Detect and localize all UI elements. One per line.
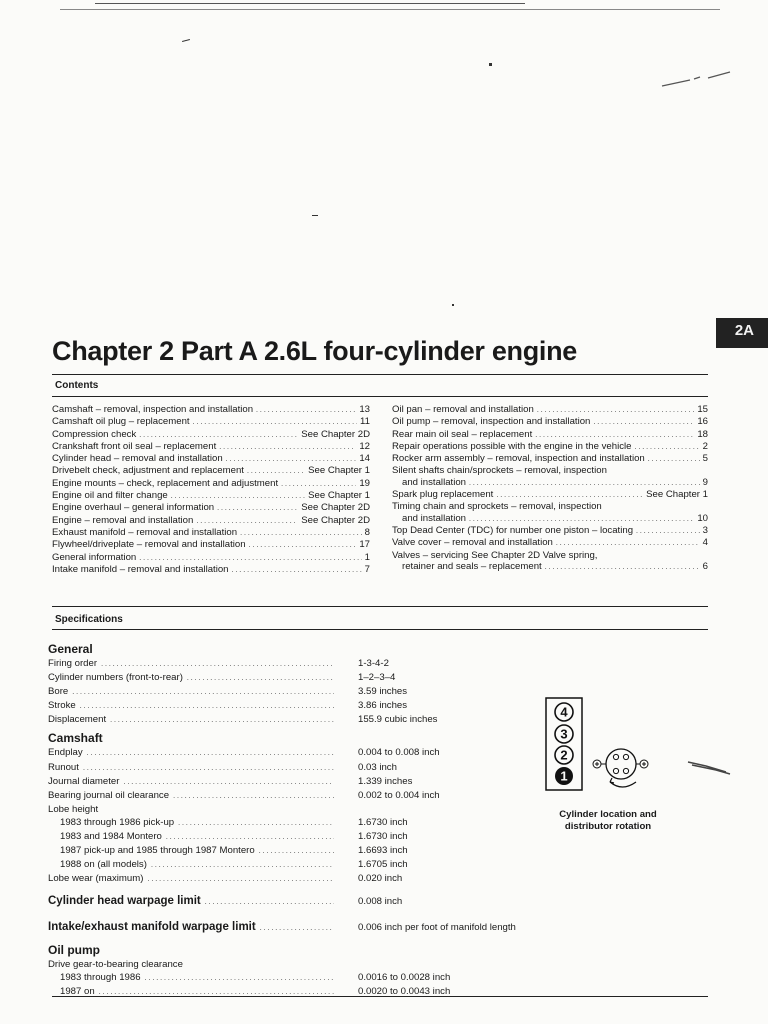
toc-item[interactable]: Oil pan – removal and installation . . . 15	[392, 404, 708, 416]
toc-item[interactable]: Oil pump – removal, inspection and installation . . . 16	[392, 416, 708, 428]
spec-row: Firing order . . . 1-3-4-2	[48, 657, 548, 671]
spec-subheading: Lobe height	[48, 803, 99, 815]
spec-row: Endplay . . . 0.004 to 0.008 inch	[48, 746, 548, 760]
toc-item[interactable]: Spark plug replacement . . . See Chapter 1	[392, 489, 708, 501]
spec-subheading: Drive gear-to-bearing clearance	[48, 958, 183, 970]
toc-item[interactable]: Flywheel/driveplate – removal and installation . . . 17	[52, 539, 370, 551]
toc-item[interactable]: Repair operations possible with the engine in the vehicle . . . 2	[392, 441, 708, 453]
spec-row: Bore . . . 3.59 inches	[48, 685, 548, 699]
cylinder-1	[555, 767, 573, 785]
specifications-list	[48, 640, 548, 999]
toc-item[interactable]: Camshaft oil plug – replacement . . . 11	[52, 416, 370, 428]
toc-right-column	[392, 404, 708, 573]
specifications-label: Specifications	[55, 614, 123, 625]
title-rule	[52, 374, 708, 375]
toc-item[interactable]: Rear main oil seal – replacement . . . 18	[392, 429, 708, 441]
margin-scribble	[660, 70, 740, 90]
spec-row-head-warpage: Cylinder head warpage limit . . . 0.008 inch	[48, 894, 548, 909]
diagram-caption-line1: Cylinder location and	[559, 809, 657, 820]
toc-left-column	[52, 404, 370, 576]
toc-item[interactable]: Camshaft – removal, inspection and installation . . . 13	[52, 404, 370, 416]
spec-row: Lobe wear (maximum) . . . 0.020 inch	[48, 872, 548, 886]
spec-heading-oil-pump: Oil pump	[48, 942, 100, 957]
spec-row: Bearing journal oil clearance . . . 0.002 to 0.004 inch	[48, 789, 548, 803]
diagram-caption-line2: distributor rotation	[564, 821, 652, 832]
top-rule	[95, 3, 525, 4]
toc-item[interactable]: Exhaust manifold – removal and installation . . . 8	[52, 527, 370, 539]
toc-item[interactable]: and installation . . . 10	[392, 513, 708, 525]
toc-item[interactable]: Top Dead Center (TDC) for number one piston – locating . . . 3	[392, 525, 708, 537]
toc-item-heading[interactable]: Silent shafts chain/sprockets – removal, inspection	[392, 465, 607, 477]
svg-text:2: 2	[560, 747, 568, 763]
toc-item-heading[interactable]: Valves – servicing See Chapter 2D Valve spring,	[392, 549, 598, 561]
spec-row: Stroke . . . 3.86 inches	[48, 699, 548, 713]
toc-item-heading[interactable]: Timing chain and sprockets – removal, inspection	[392, 501, 602, 513]
cylinder-2	[555, 746, 573, 764]
spec-row: 1988 on (all models) . . . 1.6705 inch	[48, 858, 548, 872]
toc-item[interactable]: retainer and seals – replacement . . . 6	[392, 561, 708, 573]
spec-row: 1983 through 1986 . . . 0.0016 to 0.0028 inch	[48, 971, 548, 985]
spec-row: 1983 and 1984 Montero . . . 1.6730 inch	[48, 830, 548, 844]
spec-row: Runout . . . 0.03 inch	[48, 761, 548, 775]
speck	[312, 215, 318, 216]
toc-item[interactable]: Crankshaft front oil seal – replacement . . . 12	[52, 441, 370, 453]
toc-item[interactable]: Engine oil and filter change . . . See Chapter 1	[52, 490, 370, 502]
toc-item[interactable]: Drivebelt check, adjustment and replacement . . . See Chapter 1	[52, 465, 370, 477]
toc-item[interactable]: Compression check . . . See Chapter 2D	[52, 429, 370, 441]
bottom-rule	[52, 996, 708, 997]
toc-item[interactable]: Rocker arm assembly – removal, inspection and installation . . . 5	[392, 453, 708, 465]
toc-item[interactable]: Engine overhaul – general information . . . See Chapter 2D	[52, 502, 370, 514]
svg-text:3: 3	[560, 726, 568, 742]
specifications-rule-bottom	[52, 629, 708, 630]
svg-text:1: 1	[560, 768, 568, 784]
speck	[452, 304, 454, 306]
spec-row: Displacement . . . 155.9 cubic inches	[48, 713, 548, 727]
svg-text:4: 4	[560, 704, 568, 720]
cylinder-diagram	[542, 696, 668, 800]
contents-rule	[52, 396, 708, 397]
speck	[182, 39, 190, 42]
toc-item[interactable]: and installation . . . 9	[392, 477, 708, 489]
distributor-cap	[593, 749, 648, 779]
spec-row: 1987 pick-up and 1985 through 1987 Montero . . . 1.6693 inch	[48, 844, 548, 858]
specifications-rule-top	[52, 606, 708, 607]
chapter-title: Chapter 2 Part A 2.6L four-cylinder engine	[52, 336, 578, 366]
top-rule-faint	[60, 9, 720, 10]
spec-row: 1983 through 1986 pick-up . . . 1.6730 inch	[48, 816, 548, 830]
toc-item[interactable]: Engine – removal and installation . . . See Chapter 2D	[52, 515, 370, 527]
diagram-caption	[520, 809, 696, 833]
contents-label: Contents	[55, 380, 99, 391]
toc-item[interactable]: Valve cover – removal and installation . . . 4	[392, 537, 708, 549]
spec-row: Journal diameter . . . 1.339 inches	[48, 775, 548, 789]
chapter-side-tab-label: 2A	[734, 322, 754, 339]
spec-heading-general: General	[48, 642, 93, 656]
cylinder-3	[555, 725, 573, 743]
toc-item[interactable]: Intake manifold – removal and installation . . . 7	[52, 564, 370, 576]
spec-row: Cylinder numbers (front-to-rear) . . . 1–2–3–4	[48, 671, 548, 685]
toc-item[interactable]: Engine mounts – check, replacement and adjustment . . . 19	[52, 478, 370, 490]
spec-heading-camshaft: Camshaft	[48, 731, 103, 746]
cylinder-4	[555, 703, 573, 721]
toc-item[interactable]: Cylinder head – removal and installation . . . 14	[52, 453, 370, 465]
spec-row-manifold-warpage: Intake/exhaust manifold warpage limit . . . 0.006 inch per foot of manifold length	[48, 920, 548, 935]
margin-mark	[686, 758, 732, 778]
toc-item[interactable]: General information . . . 1	[52, 552, 370, 564]
spec-row: 1987 on . . . 0.0020 to 0.0043 inch	[48, 985, 548, 999]
speck	[489, 63, 492, 66]
